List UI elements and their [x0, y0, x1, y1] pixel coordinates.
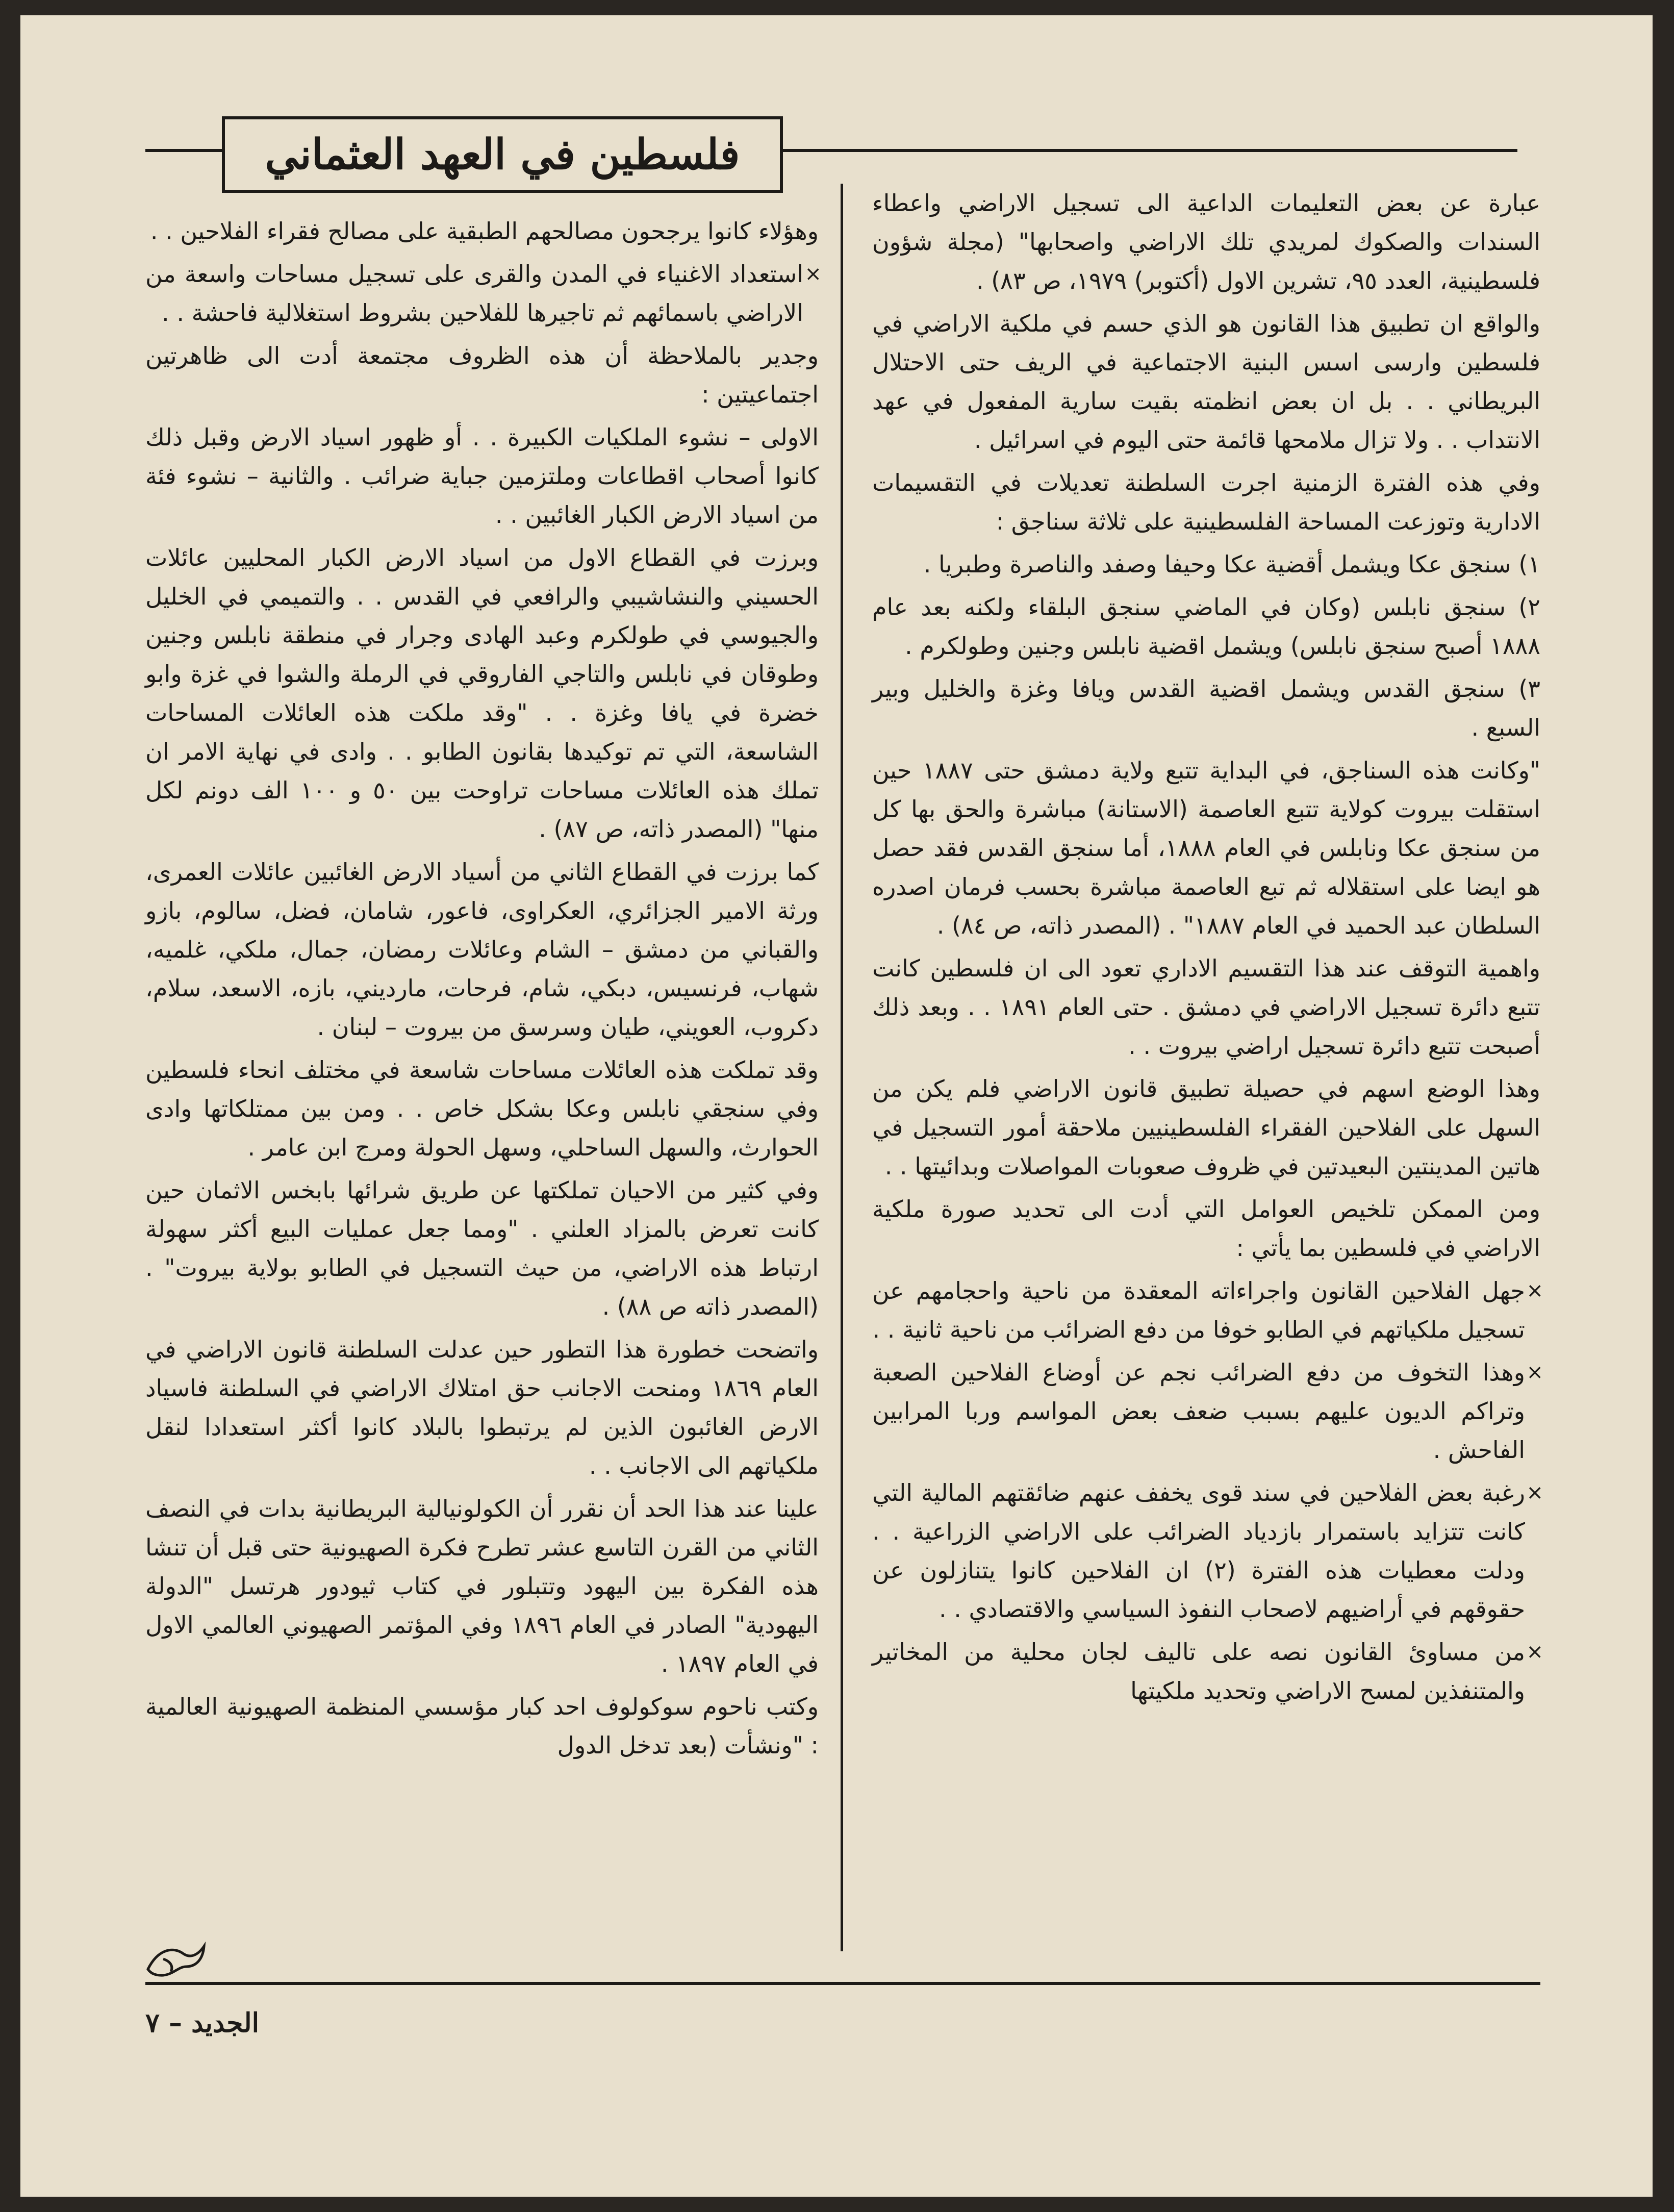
bullet-paragraph: × من مساوئ القانون نصه على تاليف لجان محلية من المخاتير والمتنفذين لمسح الاراضي وتحديد ملكيتها — [872, 1632, 1540, 1710]
paragraph: علينا عند هذا الحد أن نقرر أن الكولونيالية البريطانية بدات في النصف الثاني من القرن التاسع عشر تطرح فكرة الصهيونية حتى قبل أن تنشا هذه الفكرة بين اليهود وتتبلور في كتاب ثيودور هرتسل "الدولة اليهودية" الصادر في العام ١٨٩٦ وفي المؤتمر الصهيوني العالمي الاول في العام ١٨٩٧ . — [145, 1495, 819, 1677]
article-title-box — [222, 116, 783, 193]
left-column — [145, 212, 819, 1769]
paragraph: وبرزت في القطاع الاول من اسياد الارض الكبار المحليين عائلات الحسيني والنشاشيبي والرافعي في القدس . . والتميمي في الخليل والجيوسي في طولكرم وعبد الهادى وجرار في منطقة نابلس وجنين وطوقان في نابلس والتاجي الفاروقي في الرملة والشوا في غزة وابو خضرة في يافا وغزة . . "وقد ملكت هذه العائلات المساحات الشاسعة، التي تم توكيدها بقانون الطابو . . وادى في نهاية الامر ان تملك هذه العائلات مساحات تراوحت بين ٥٠ و ١٠٠ الف دونم لكل منها" (المصدر ذاته، ص ٨٧) . — [145, 544, 819, 843]
bullet-paragraph: × جهل الفلاحين القانون واجراءاته المعقدة من ناحية واحجامهم عن تسجيل ملكياتهم في الطابو خوفا من دفع الضرائب من ناحية ثانية . . — [872, 1271, 1540, 1349]
paragraph: ٢) سنجق نابلس (وكان في الماضي سنجق البلقاء ولكنه بعد عام ١٨٨٨ أصبح سنجق نابلس) ويشمل اقضية نابلس وجنين وطولكرم . — [872, 593, 1540, 660]
paragraph: عبارة عن بعض التعليمات الداعية الى تسجيل الاراضي واعطاء السندات والصكوك لمريدي تلك الاراضي واصحابها" (مجلة شؤون فلسطينية، العدد ٩٥، تشرين الاول (أكتوبر) ١٩٧٩، ص ٨٣) . — [872, 189, 1540, 294]
paragraph: وفي كثير من الاحيان تملكتها عن طريق شرائها بابخس الاثمان حين كانت تعرض بالمزاد العلني . "ومما جعل عمليات البيع أكثر سهولة ارتباط هذه الاراضي، من حيث التسجيل في الطابو بولاية بيروت" . (المصدر ذاته ص ٨٨) . — [145, 1176, 819, 1320]
magazine-logo-icon — [143, 1939, 209, 1979]
bullet-paragraph: × وهذا التخوف من دفع الضرائب نجم عن أوضاع الفلاحين الصعبة وتراكم الديون عليهم بسبب ضعف بعض المواسم وربا المرابين الفاحش . — [872, 1353, 1540, 1469]
bottom-rule — [145, 1982, 1540, 1985]
title-rule-right — [783, 149, 1517, 152]
paragraph: وقد تملكت هذه العائلات مساحات شاسعة في مختلف انحاء فلسطين وفي سنجقي نابلس وعكا بشكل خاص . . ومن بين ممتلكاتها وادى الحوارث، والسهل الساحلي، وسهل الحولة ومرج ابن عامر . — [145, 1056, 819, 1161]
paragraph: كما برزت في القطاع الثاني من أسياد الارض الغائبين عائلات العمرى، ورثة الامير الجزائري، العكراوى، فاعور، شامان، فضل، سالوم، بازو والقباني من دمشق – الشام وعائلات رمضان، جمال، ملكي، غلميه، شهاب، فرنسيس، دبكي، شام، فرحات، مارديني، بازه، الاسعد، سلام، دكروب، العويني، طيان وسرسق من بيروت – لبنان . — [145, 858, 819, 1041]
paragraph: ١) سنجق عكا ويشمل أقضية عكا وحيفا وصفد والناصرة وطبريا . — [923, 550, 1540, 578]
paragraph: "وكانت هذه السناجق، في البداية تتبع ولاية دمشق حتى ١٨٨٧ حين استقلت بيروت كولاية تتبع العاصمة (الاستانة) مباشرة والحق بها كل من سنجق عكا ونابلس في العام ١٨٨٨، أما سنجق القدس فقد حصل هو ايضا على استقلاله ثم تبع العاصمة مباشرة بحسب فرمان اصدره السلطان عبد الحميد في العام ١٨٨٧" . (المصدر ذاته، ص ٨٤) . — [872, 757, 1540, 939]
bullet-paragraph: × رغبة بعض الفلاحين في سند قوى يخفف عنهم ضائقتهم المالية التي كانت تتزايد باستمرار بازدياد الضرائب على الاراضي الزراعية . . ودلت معطيات هذه الفترة (٢) ان الفلاحين كانوا يتنازلون عن حقوقهم في أراضيهم لاصحاب النفوذ السياسي والاقتصادي . . — [872, 1473, 1540, 1628]
paragraph: واتضحت خطورة هذا التطور حين عدلت السلطنة قانون الاراضي في العام ١٨٦٩ ومنحت الاجانب حق امتلاك الاراضي في السلطنة فاسياد الارض الغائبون الذين لم يرتبطوا بالبلاد كانوا أكثر استعدادا لنقل ملكياتهم الى الاجانب . . — [145, 1336, 819, 1479]
right-column — [872, 184, 1540, 1714]
bullet-paragraph: × استعداد الاغنياء في المدن والقرى على تسجيل مساحات واسعة من الاراضي باسمائهم ثم تاجيرها للفلاحين بشروط استغلالية فاحشة . . — [145, 255, 819, 332]
magazine-page — [20, 15, 1653, 2197]
paragraph: وكتب ناحوم سوكولوف احد كبار مؤسسي المنظمة الصهيونية العالمية : "ونشأت (بعد تدخل الدول — [145, 1693, 819, 1759]
title-rule-left — [145, 149, 222, 152]
paragraph: وهذا الوضع اسهم في حصيلة تطبيق قانون الاراضي فلم يكن من السهل على الفلاحين الفقراء الفلسطينيين ملاحقة أمور التسجيل في هاتين المدينتين البعيدتين في ظروف صعوبات المواصلات وبدائيتها . . — [872, 1075, 1540, 1180]
paragraph: وجدير بالملاحظة أن هذه الظروف مجتمعة أدت الى ظاهرتين اجتماعيتين : — [145, 342, 819, 408]
paragraph: وهؤلاء كانوا يرجحون مصالحهم الطبقية على مصالح فقراء الفلاحين . . — [150, 217, 819, 245]
paragraph: ومن الممكن تلخيص العوامل التي أدت الى تحديد صورة ملكية الاراضي في فلسطين بما يأتي : — [872, 1195, 1540, 1262]
paragraph: ٣) سنجق القدس ويشمل اقضية القدس ويافا وغزة والخليل وبير السبع . — [872, 675, 1540, 741]
column-divider — [841, 184, 843, 1951]
paragraph: الاولى – نشوء الملكيات الكبيرة . . أو ظهور اسياد الارض وقبل ذلك كانوا أصحاب اقطاعات وملتزمين جباية ضرائب . والثانية – نشوء فئة من اسياد الارض الكبار الغائبين . . — [145, 423, 819, 529]
paragraph: واهمية التوقف عند هذا التقسيم الاداري تعود الى ان فلسطين كانت تتبع دائرة تسجيل الاراضي في دمشق . حتى العام ١٨٩١ . . وبعد ذلك أصبحت تتبع دائرة تسجيل اراضي بيروت . . — [872, 954, 1540, 1060]
paragraph: والواقع ان تطبيق هذا القانون هو الذي حسم في ملكية الاراضي في فلسطين وارسى اسس البنية الاجتماعية في الريف حتى الاحتلال البريطاني . . بل ان بعض انظمته بقيت سارية المفعول في عهد الانتداب . . ولا تزال ملامحها قائمة حتى اليوم في اسرائيل . — [872, 310, 1540, 454]
article-title: فلسطين في العهد العثماني — [265, 130, 740, 179]
paragraph: وفي هذه الفترة الزمنية اجرت السلطنة تعديلات في التقسيمات الادارية وتوزعت المساحة الفلسطينية على ثلاثة سناجق : — [872, 469, 1540, 535]
page-footer: الجديد – ٧ — [145, 2007, 260, 2039]
